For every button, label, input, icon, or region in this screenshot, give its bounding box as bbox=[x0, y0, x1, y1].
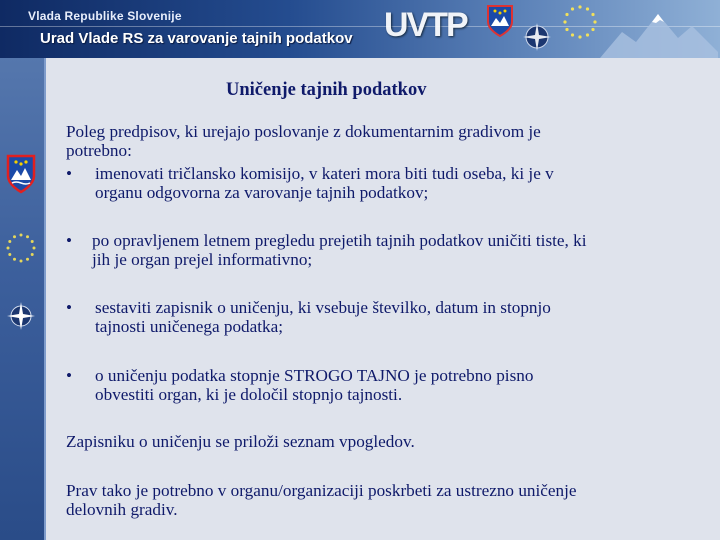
bullet-4-line-1: o uničenju podatka stopnje STROGO TAJNO je potrebno pisno bbox=[95, 366, 534, 385]
slide-title: Uničenje tajnih podatkov bbox=[226, 80, 427, 100]
intro-line-2: potrebno: bbox=[66, 141, 132, 160]
bullet-1-line-1: imenovati tričlansko komisijo, v kateri mora biti tudi oseba, ki je v bbox=[95, 164, 554, 183]
bullet-3-line-1: sestaviti zapisnik o uničenju, ki vsebuje številko, datum in stopnjo bbox=[95, 298, 551, 317]
bullet-icon: • bbox=[66, 366, 73, 385]
intro-line-1: Poleg predpisov, ki urejajo poslovanje z dokumentarnim gradivom je bbox=[66, 122, 541, 141]
bullet-icon: • bbox=[66, 164, 73, 183]
list-item bbox=[66, 366, 666, 406]
bullet-2-line-1: po opravljenem letnem pregledu prejetih tajnih podatkov uničiti tiste, ki bbox=[92, 231, 587, 250]
slovenia-emblem-icon bbox=[486, 4, 514, 38]
nato-compass-icon bbox=[5, 300, 37, 332]
mountains-icon bbox=[600, 8, 718, 58]
bullet-4-line-2: obvestiti organ, ki je določil stopnjo tajnosti. bbox=[95, 385, 403, 404]
left-sidebar bbox=[0, 58, 46, 540]
office-name: Urad Vlade RS za varovanje tajnih podatkov bbox=[40, 30, 353, 47]
eu-stars-icon bbox=[5, 232, 37, 264]
bullet-icon: • bbox=[66, 231, 73, 250]
bullet-1-line-2: organu odgovorna za varovanje tajnih podatkov; bbox=[95, 183, 429, 202]
uvtp-logo: UVTP bbox=[384, 6, 467, 44]
nato-compass-icon bbox=[520, 20, 554, 54]
list-item bbox=[66, 231, 666, 271]
list-item bbox=[66, 164, 666, 204]
eu-stars-icon bbox=[560, 2, 600, 42]
bullet-3-line-2: tajnosti uničenega podatka; bbox=[95, 317, 284, 336]
header-banner bbox=[0, 0, 720, 58]
government-name: Vlada Republike Slovenije bbox=[28, 9, 182, 23]
bullet-2-line-2: jih je organ prejel informativno; bbox=[92, 250, 313, 269]
closing-paragraph-1: Zapisniku o uničenju se priloži seznam vpogledov. bbox=[66, 432, 415, 451]
slovenia-emblem-icon bbox=[6, 154, 36, 194]
closing-paragraph-2-line-2: delovnih gradiv. bbox=[66, 500, 178, 519]
bullet-icon: • bbox=[66, 298, 73, 317]
closing-paragraph-2-line-1: Prav tako je potrebno v organu/organizaciji poskrbeti za ustrezno uničenje bbox=[66, 481, 577, 500]
list-item bbox=[66, 298, 666, 338]
